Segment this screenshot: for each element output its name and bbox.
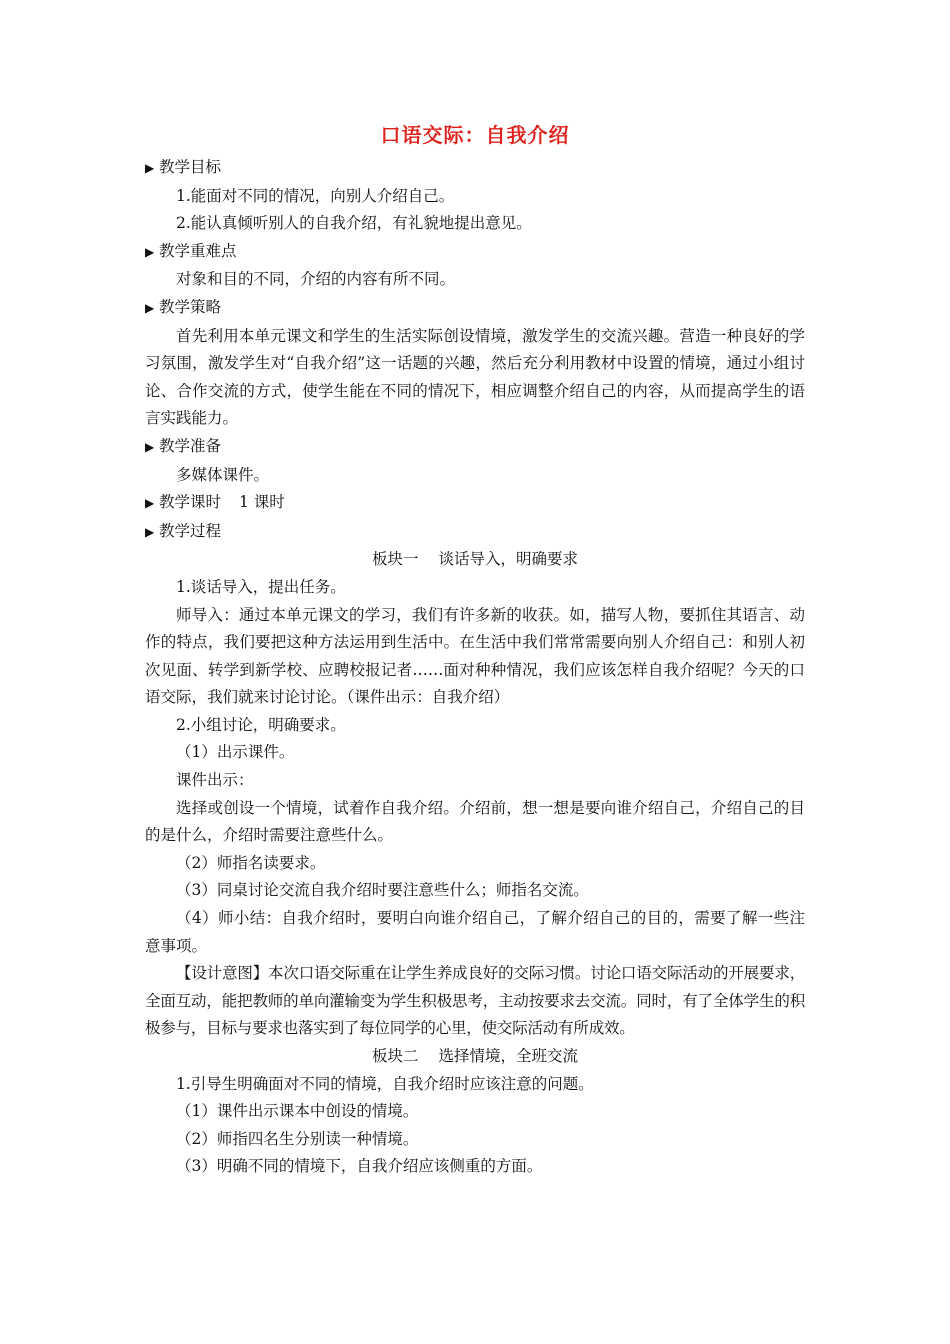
block1-p6: 选择或创设一个情境，试着作自我介绍。介绍前，想一想是要向谁介绍自己，介绍自己的目的是什么，介绍时需要注意些什么。 bbox=[145, 798, 805, 845]
heading-process bbox=[145, 518, 805, 547]
triangle-bullet-icon: ▶ bbox=[145, 524, 155, 539]
triangle-bullet-icon: ▶ bbox=[145, 244, 155, 259]
block2-p3: （2）师指四名生分别读一种情境。 bbox=[176, 1129, 419, 1148]
block2-title bbox=[145, 1043, 805, 1071]
triangle-bullet-icon: ▶ bbox=[145, 161, 155, 175]
design-intent: 【设计意图】本次口语交际重在让学生养成良好的交际习惯。讨论口语交际活动的开展要求，全面互动，能把教师的单向灌输变为学生积极思考，主动按要求去交流。同时，有了全体学生的积极参与，目标与要求也落实到了每位同学的心里，使交际活动有所成效。 bbox=[145, 964, 805, 1038]
block1-p4: （1）出示课件。 bbox=[176, 743, 295, 762]
triangle-bullet-icon: ▶ bbox=[145, 439, 155, 454]
block1-label: 板块一 bbox=[371, 550, 419, 569]
block1-p5: 课件出示： bbox=[176, 771, 254, 790]
triangle-bullet-icon: ▶ bbox=[145, 300, 155, 315]
block1-p9: （4）师小结：自我介绍时，要明白向谁介绍自己，了解介绍自己的目的，需要了解一些注意事项。 bbox=[145, 909, 805, 955]
block1-title bbox=[145, 546, 805, 574]
heading-preparation-text: 教学准备 bbox=[159, 436, 222, 455]
heading-hours bbox=[145, 489, 805, 518]
heading-key-points-text: 教学重难点 bbox=[159, 241, 237, 260]
document-title: 口语交际：自我介绍 bbox=[380, 123, 570, 147]
block1-p2: 师导入：通过本单元课文的学习，我们有许多新的收获。如，描写人物，要抓住其语言、动作的特点，我们要把这种方法运用到生活中。在生活中我们常常需要向别人介绍自己：和别人初次见面、转学到新学校、应聘校报记者……面对种种情况，我们应该怎样自我介绍呢？今天的口语交际，我们就来讨论讨论。（课件出示：自我介绍） bbox=[145, 605, 805, 707]
block1-title-text: 谈话导入，明确要求 bbox=[438, 550, 579, 569]
block1-p3: 2.小组讨论，明确要求。 bbox=[176, 715, 346, 734]
key-points-text: 对象和目的不同，介绍的内容有所不同。 bbox=[176, 270, 456, 289]
strategy-text: 首先利用本单元课文和学生的生活实际创设情境，激发学生的交流兴趣。营造一种良好的学习氛围，激发学生对“自我介绍”这一话题的兴趣，然后充分利用教材中设置的情境，通过小组讨论、合作交流的方式，使学生能在不同的情况下，相应调整介绍自己的内容，从而提高学生的语言实践能力。 bbox=[145, 326, 805, 428]
heading-preparation bbox=[145, 433, 805, 462]
hours-value: 1 课时 bbox=[239, 493, 285, 512]
block2-title-text: 选择情境，全班交流 bbox=[438, 1047, 579, 1065]
heading-strategy-text: 教学策略 bbox=[159, 297, 222, 316]
goal-item-2: 2.能认真倾听别人的自我介绍，有礼貌地提出意见。 bbox=[176, 214, 532, 233]
heading-hours-text: 教学课时 bbox=[159, 493, 222, 512]
block2-p2: （1）课件出示课本中创设的情境。 bbox=[176, 1102, 419, 1121]
heading-goals bbox=[145, 154, 805, 183]
block2-p4: （3）明确不同的情境下，自我介绍应该侧重的方面。 bbox=[176, 1157, 543, 1176]
block2-label: 板块二 bbox=[371, 1047, 419, 1065]
document-page bbox=[145, 118, 805, 1181]
block2-p1: 1.引导生明确面对不同的情境，自我介绍时应该注意的问题。 bbox=[176, 1074, 594, 1093]
heading-strategy bbox=[145, 294, 805, 323]
block1-p8: （3）同桌讨论交流自我介绍时要注意些什么；师指名交流。 bbox=[176, 881, 589, 900]
heading-process-text: 教学过程 bbox=[159, 521, 222, 540]
heading-key-points bbox=[145, 238, 805, 267]
goal-item-1: 1.能面对不同的情况，向别人介绍自己。 bbox=[176, 186, 455, 205]
triangle-bullet-icon: ▶ bbox=[145, 496, 155, 511]
heading-goals-text: 教学目标 bbox=[159, 158, 222, 176]
block1-p7: （2）师指名读要求。 bbox=[176, 853, 326, 872]
block1-p1: 1.谈话导入，提出任务。 bbox=[176, 577, 346, 596]
preparation-text: 多媒体课件。 bbox=[176, 465, 270, 484]
